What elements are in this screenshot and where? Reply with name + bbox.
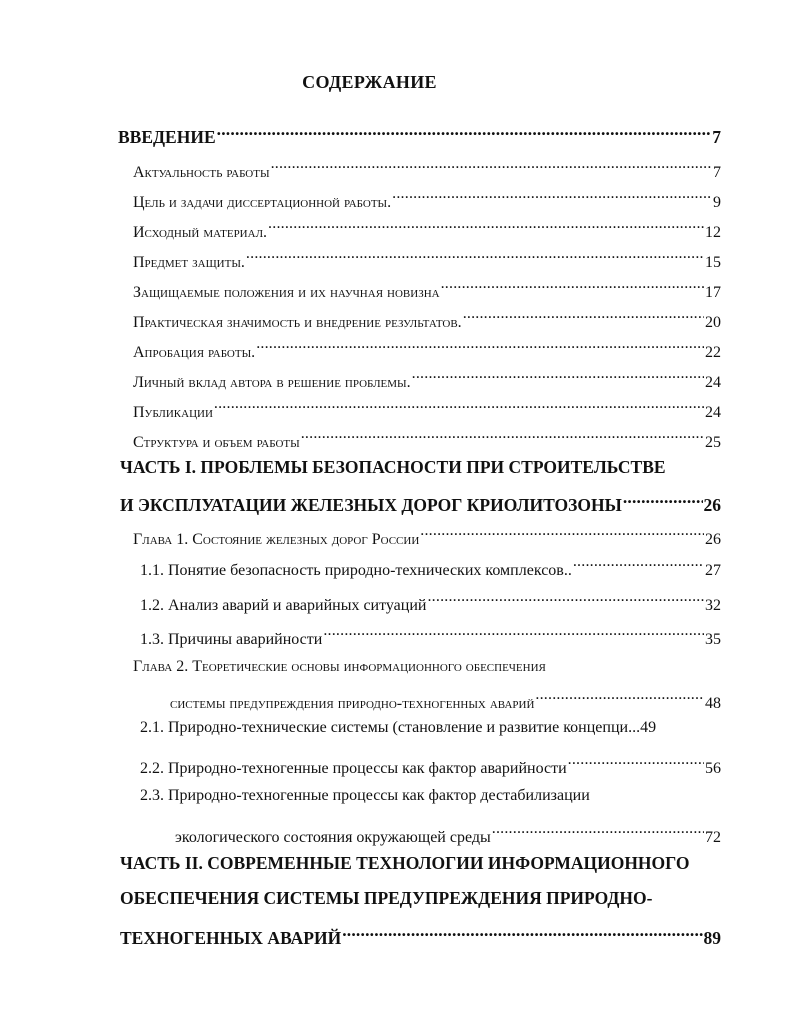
dot-leader [492, 820, 704, 842]
toc-entry-personal-contribution [133, 365, 721, 394]
toc-entry-page: 24 [705, 404, 721, 421]
toc-entry-label: Цель и задачи диссертационной работы. [133, 194, 392, 211]
dot-leader [268, 215, 704, 237]
toc-entry-label: экологического состояния окружающей среды [175, 829, 491, 846]
toc-entry-page: 7 [712, 127, 721, 147]
toc-entry-label: Защищаемые положения и их научная новизна [133, 284, 440, 301]
toc-entry-chapter2 [170, 686, 721, 715]
dot-leader [246, 245, 704, 267]
toc-entry-page: 49 [640, 719, 657, 736]
dot-leader [256, 335, 704, 357]
toc-entry-relevance [133, 155, 721, 184]
toc-entry-subject [133, 245, 721, 274]
toc-entry-label: 2.2. Природно-техногенные процессы как фактор аварийности [140, 760, 567, 777]
dot-leader [301, 425, 704, 447]
toc-entry-page: 26 [703, 495, 721, 515]
toc-entry-page: 48 [705, 695, 721, 712]
dot-leader [323, 622, 704, 644]
toc-entry-page: 89 [703, 928, 721, 948]
dot-leader [217, 121, 712, 143]
toc-entry-label: Структура и объем работы [133, 434, 300, 451]
dot-leader [420, 522, 704, 544]
toc-entry-label: 1.3. Причины аварийности [140, 631, 323, 648]
toc-entry-page: 22 [705, 344, 721, 361]
toc-entry-1-3 [140, 622, 721, 651]
toc-entry-label: ВВЕДЕНИЕ [118, 127, 216, 147]
toc-entry-page: 24 [705, 374, 721, 391]
toc-entry-part1 [120, 489, 721, 516]
dot-leader [342, 922, 702, 944]
dot-leader [535, 686, 704, 708]
toc-entry-page: 20 [705, 314, 721, 331]
toc-entry-goals [133, 185, 721, 214]
dot-leader [271, 155, 712, 177]
toc-entry-label: системы предупреждения природно-техногенных аварий [170, 695, 535, 712]
toc-part1-line1: ЧАСТЬ I. ПРОБЛЕМЫ БЕЗОПАСНОСТИ ПРИ СТРОИТЕЛЬСТВЕ [120, 457, 666, 477]
dot-leader [623, 489, 703, 511]
toc-entry-publications [133, 395, 721, 424]
dot-leader [441, 275, 704, 297]
toc-entry-label: ТЕХНОГЕННЫХ АВАРИЙ [120, 928, 342, 948]
toc-entry-introduction [118, 121, 721, 148]
toc-entry-label: И ЭКСПЛУАТАЦИИ ЖЕЛЕЗНЫХ ДОРОГ КРИОЛИТОЗОНЫ [120, 495, 622, 515]
toc-entry-label: Актуальность работы [133, 164, 270, 181]
toc-entry-page: 26 [705, 531, 721, 548]
dot-leader [392, 185, 712, 207]
toc-entry-label: 1.2. Анализ аварий и аварийных ситуаций [140, 597, 427, 614]
toc-entry-page: 72 [705, 829, 721, 846]
toc-entry-practical-significance [133, 305, 721, 334]
toc-entry-2-1 [140, 717, 721, 739]
toc-entry-page: 12 [705, 224, 721, 241]
dot-leader [214, 395, 704, 417]
toc-entry-label: 1.1. Понятие безопасность природно-технических комплексов.. [140, 562, 572, 579]
dot-leader [427, 588, 704, 610]
toc-part2-line2: ОБЕСПЕЧЕНИЯ СИСТЕМЫ ПРЕДУПРЕЖДЕНИЯ ПРИРОДНО- [120, 888, 653, 908]
toc-entry-structure [133, 425, 721, 454]
toc-entry-source-material [133, 215, 721, 244]
toc-entry-label: Личный вклад автора в решение проблемы. [133, 374, 411, 391]
toc-entry-2-2 [140, 751, 721, 780]
page-title: СОДЕРЖАНИЕ [302, 72, 437, 92]
toc-entry-label: Предмет защиты. [133, 254, 245, 271]
toc-entry-page: 56 [705, 760, 721, 777]
toc-entry-defended-statements [133, 275, 721, 304]
toc-entry-label: Глава 1. Состояние железных дорог России [133, 531, 420, 548]
toc-chapter2-line1: Глава 2. Теоретические основы информационного обеспечения [133, 658, 546, 675]
toc-entry-page: 17 [705, 284, 721, 301]
toc-entry-1-2 [140, 588, 721, 617]
toc-entry-part2 [120, 922, 721, 949]
toc-entry-page: 25 [705, 434, 721, 451]
dot-leader [412, 365, 704, 387]
toc-entry-label: Апробация работы. [133, 344, 256, 361]
toc-2-3-line1: 2.3. Природно-техногенные процессы как фактор дестабилизации [140, 787, 590, 804]
toc-entry-2-3 [175, 820, 721, 849]
dot-leader [463, 305, 704, 327]
toc-entry-1-1 [140, 553, 721, 582]
toc-entry-label: Публикации [133, 404, 213, 421]
toc-entry-page: 9 [713, 194, 721, 211]
toc-entry-chapter1 [133, 522, 721, 551]
toc-part2-line1: ЧАСТЬ II. СОВРЕМЕННЫЕ ТЕХНОЛОГИИ ИНФОРМАЦИОННОГО [120, 853, 690, 873]
toc-entry-page: 27 [705, 562, 721, 579]
toc-entry-page: 15 [705, 254, 721, 271]
toc-entry-label: 2.1. Природно-технические системы (становление и развитие концепци... [140, 719, 641, 736]
toc-entry-label: Практическая значимость и внедрение результатов. [133, 314, 462, 331]
toc-entry-page: 32 [705, 597, 721, 614]
dot-leader [573, 553, 704, 575]
dot-leader [568, 751, 704, 773]
toc-entry-approbation [133, 335, 721, 364]
toc-entry-page: 35 [705, 631, 721, 648]
toc-entry-label: Исходный материал. [133, 224, 268, 241]
toc-entry-page: 7 [713, 164, 721, 181]
